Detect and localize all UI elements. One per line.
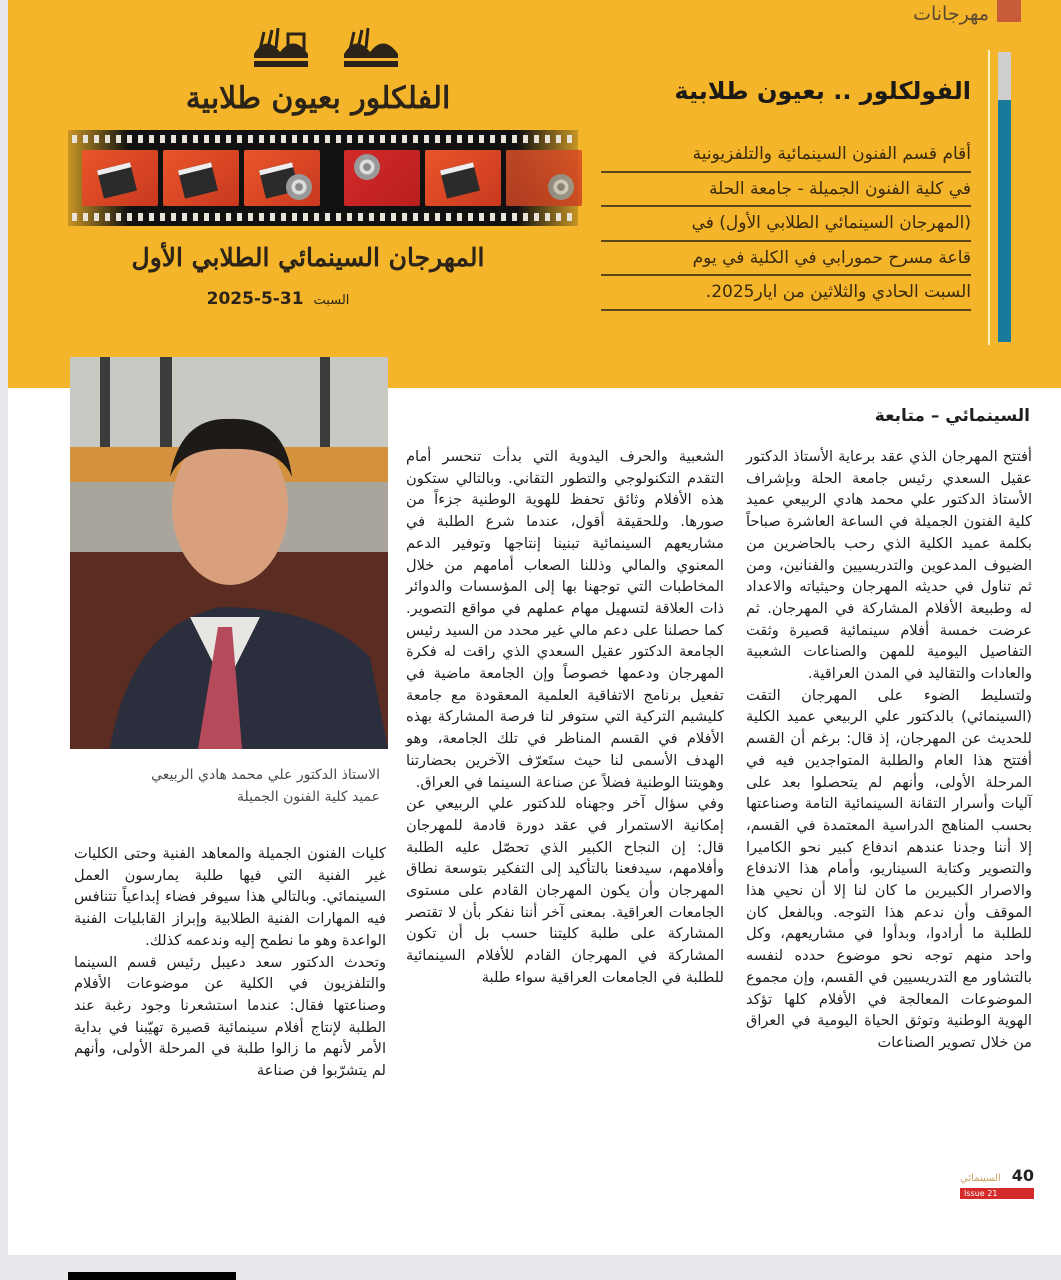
article-headline: الفولكلور .. بعيون طلابية — [674, 77, 971, 105]
paragraph: ولتسليط الضوء على المهرجان التقت (السينمائي) بالدكتور علي الربيعي عميد الكلية للحديث عن المهرجان، إذ قال: برغم أن القسم أفتتح هذا العام والطلبة المتواجدين فيه في المرحلة الأولى، وأنهم لم يتحصلوا بعد على آليات وأسرار التقانة السينمائية التامة وصناعتها بحسب المناهج الدراسية المعتمدة في القسم، إلا أننا وجدنا عندهم اندفاع كبير نحو الكاميرا والتصوير وكتابة السيناريو، وأمام هذا الاندفاع والاصرار الكبيرين ما كان لنا إلا أن نحيي هذا الموقف وأن ندعم هذا التوجه. وبالفعل كان للطلبة ما أرادوا، وبدأوا في مشاريعهم، وكل واحد منهم توجه نحو موضوع حدده لنفسه بالتشاور مع التدريسيين في القسم، وإن مجموع الموضوعات المعالجة في الأفلام كلها تؤكد الهوية الوطنية وتوثق الحياة اليومية في العراق من خلال تصوير الصناعات — [746, 686, 1032, 1051]
lede-line: (المهرجان السينمائي الطلابي الأول) في — [601, 207, 971, 242]
page-footer-top — [960, 1166, 1034, 1186]
paragraph: الشعبية والحرف اليدوية التي بدأت تنحسر أمام التقدم التكنولوجي والتطور التقاني. وبالتالي ستكون هذه الأفلام وثائق تحفظ للهوية الوطنية جزءاً من صورها. وللحقيقة أقول، عندما شرع الطلبة في مشاريعهم السينمائية تبنينا إنتاجها وتوفير الدعم المعنوي والمالي وذللنا الصعاب أمامهم من خلال المخاطبات التي توجهنا بها إلى المؤسسات والدوائر ذات العلاقة لتسهيل مهام عملهم في مواقع التصوير. كما حصلنا على دعم مالي غير محدد من السيد رئيس الجامعة الدكتور عقيل السعدي الذي راقت له فكرة المهرجان ودعمها خصوصاً وإن الجامعة ماضية في تفعيل برنامج الاتفاقية العلمية المعقودة مع جامعة كليشيم التركية التي ستوفر لنا فرصة المشاركة بهذه الأفلام في القسم المناظر في تلك الجامعة، وهو الهدف الأسمى لنا حيث ستَعرّف الآخرين بحضارتنا وهويتنا الوطنية فضلاً عن صناعة السينما في العراق. — [406, 448, 724, 791]
dean-portrait-photo — [70, 357, 388, 749]
lede-line: قاعة مسرح حمورابي في الكلية في يوم — [601, 242, 971, 277]
magazine-page — [8, 0, 1061, 1255]
issue-badge: Issue 21 — [960, 1188, 1034, 1199]
university-logo-icon — [250, 24, 312, 72]
paragraph: كليات الفنون الجميلة والمعاهد الفنية وحتى الكليات غير الفنية التي فيها طلبة يمارسون العمل السينمائي. وبالتالي هذا سيوفر فضاء إبداعياً تتنافس فيه المهارات الفنية الطلابية وإبراز القابليات الفنية الواعدة وهو ما نطمح إليه وندعمه كذلك. — [74, 845, 386, 949]
viewer-bottom-bar — [68, 1272, 236, 1280]
film-frame — [82, 150, 158, 206]
side-accent-bar — [998, 52, 1011, 342]
poster-date-value: 2025-5-31 — [206, 289, 304, 309]
lede-line: في كلية الفنون الجميلة - جامعة الحلة — [601, 173, 971, 208]
film-frame — [344, 150, 420, 206]
paragraph: وتحدث الدكتور سعد دعيبل رئيس قسم السينما والتلفزيون في الكلية عن موضوعات الأفلام وصناعتها فقال: عندما استشعرنا وجود رغبة عند الطلبة لإنتاج أفلام سينمائية قصيرة تهيّبنا في بداية الأمر لأنهم ما زالوا طلبة في المرحلة الأولى، وأنهم لم يتشرّبوا فن صناعة — [74, 953, 386, 1080]
film-sprockets-bottom — [72, 213, 574, 221]
article-column-right — [746, 446, 1032, 1054]
header-band — [8, 0, 1061, 388]
lede-line: أقام قسم الفنون السينمائية والتلفزيونية — [601, 138, 971, 173]
paragraph: أفتتح المهرجان الذي عقد برعاية الأستاذ الدكتور عقيل السعدي رئيس جامعة الحلة وبإشراف الأستاذ الدكتور علي محمد هادي الربيعي عميد كلية الفنون الجميلة في الساعة العاشرة صباحاً بكلمة عميد الكلية الذي رحب بالحاضرين من الضيوف المدعوين والتدريسيين والفنانين، ومن ثم تناول في حديثه المهرجان وحيثياته والاعداد له وطبيعة الأفلام المشاركة في المهرجان. ثم عرضت خمسة أفلام سينمائية قصيرة وثقت التفاصيل اليومية للمهن والصناعات الشعبية والعادات والتقاليد في المدن العراقية. — [746, 448, 1032, 683]
poster-day: السبت — [313, 293, 350, 308]
film-frame — [244, 150, 320, 206]
poster-subtitle: المهرجان السينمائي الطلابي الأول — [131, 243, 485, 272]
side-accent-bar-top — [998, 52, 1011, 100]
film-frame — [506, 150, 582, 206]
film-sprockets-top — [72, 135, 574, 143]
poster-date — [68, 288, 488, 312]
poster-title: الفلكلور بعيون طلابية — [185, 81, 451, 116]
article-lede — [601, 138, 971, 311]
article-column-left — [74, 843, 386, 1082]
hilla-university-logo-icon — [340, 24, 402, 72]
divider-line — [988, 50, 990, 345]
page-footer — [960, 1166, 1034, 1199]
film-frame — [163, 150, 239, 206]
section-marker — [997, 0, 1021, 22]
caption-name: الاستاذ الدكتور علي محمد هادي الربيعي — [151, 767, 380, 783]
article-column-middle — [406, 446, 724, 989]
film-strip — [68, 130, 578, 226]
film-frame — [425, 150, 501, 206]
caption-role: عميد كلية الفنون الجميلة — [236, 789, 380, 805]
photo-caption — [70, 764, 380, 808]
page-number: 40 — [1011, 1166, 1034, 1185]
article-byline: السينمائي – متابعة — [874, 406, 1030, 426]
festival-poster — [68, 14, 588, 324]
lede-line: السبت الحادي والثلاثين من ايار2025. — [601, 276, 971, 311]
paragraph: وفي سؤال آخر وجهناه للدكتور علي الربيعي عن إمكانية الاستمرار في عقد دورة قادمة للمهرجان قال: إن النجاح الكبير الذي تحصّل عليه الطلبة وأفلامهم، سيدفعنا بالتأكيد إلى التفكير بتوسعة نطاق المهرجان وأن يكون المهرجان القادم على مستوى الجامعات العراقية. بمعنى آخر أننا نفكر بأن لا تقتصر المشاركة على طلبة كليتنا حسب بل أن تكون المشاركة في المهرجان القادم للأفلام السينمائية للطلبة في الجامعات العراقية سواء طلبة — [406, 795, 724, 986]
section-label: مهرجانات — [913, 3, 989, 25]
magazine-logo: السينمائي — [960, 1173, 1001, 1184]
